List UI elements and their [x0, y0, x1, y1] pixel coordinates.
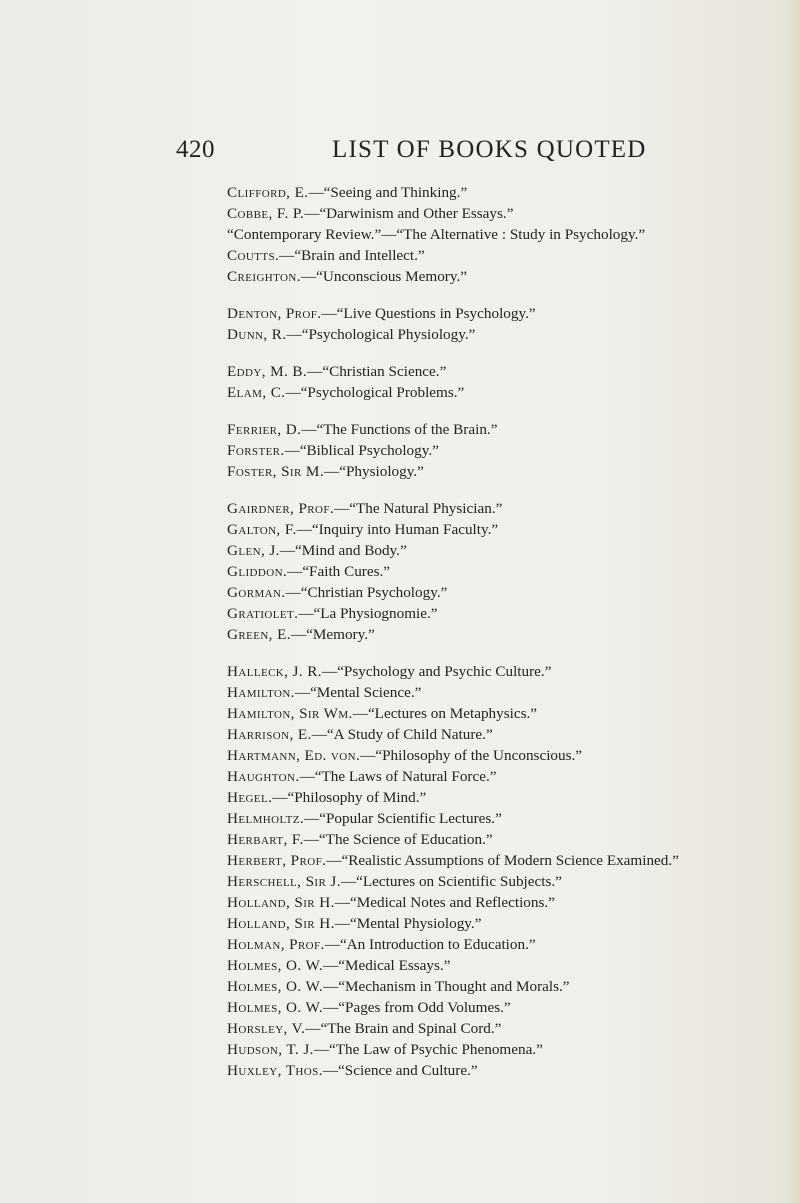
entry-title: —“Philosophy of the Unconscious.” [360, 747, 583, 764]
entry-author: Dunn, R. [227, 326, 287, 343]
bibliography-entry [227, 955, 797, 976]
bibliography-entry [227, 703, 797, 724]
entry-author: Hegel. [227, 789, 273, 806]
bibliography-entry [227, 582, 797, 603]
entry-title: —“Medical Notes and Reflections.” [334, 894, 555, 911]
bibliography-entry [227, 419, 797, 440]
bibliography-entry [227, 324, 797, 345]
bibliography-entry [227, 1060, 797, 1081]
bibliography-entry [227, 808, 797, 829]
entry-title: —“Psychological Problems.” [285, 384, 465, 401]
entry-author: Cobbe, F. P. [227, 205, 305, 222]
entry-author: Holmes, O. W. [227, 999, 324, 1016]
bibliography-entry [227, 766, 797, 787]
entry-title: —“Faith Cures.” [287, 563, 391, 580]
bibliography-entry [227, 976, 797, 997]
entry-author: Gorman. [227, 584, 286, 601]
bibliography-entry [227, 724, 797, 745]
entry-group [227, 661, 797, 1081]
entry-title: —“Mental Science.” [294, 684, 422, 701]
bibliography-entry [227, 624, 797, 645]
entry-title: —“Inquiry into Human Faculty.” [296, 521, 499, 538]
entry-author: Eddy, M. B. [227, 363, 308, 380]
bibliography-entry [227, 787, 797, 808]
entry-title: —“Unconscious Memory.” [300, 268, 467, 285]
bibliography-entry [227, 245, 797, 266]
entry-title: —“Realistic Assumptions of Modern Science Examined.” [326, 852, 679, 869]
bibliography-entry [227, 892, 797, 913]
bibliography-entry [227, 224, 797, 245]
page-header [0, 136, 800, 172]
entry-title: —“Science and Culture.” [322, 1062, 478, 1079]
bibliography-entry [227, 603, 797, 624]
entry-title: —“A Study of Child Nature.” [311, 726, 493, 743]
entry-group [227, 419, 797, 482]
entry-title: —“Mind and Body.” [279, 542, 407, 559]
entry-group [227, 182, 797, 287]
entry-title: —“Seeing and Thinking.” [308, 184, 468, 201]
entry-title: —“Christian Psychology.” [285, 584, 448, 601]
entry-author: Haughton. [227, 768, 300, 785]
entry-group [227, 303, 797, 345]
entry-group [227, 361, 797, 403]
entry-author: Herbert, Prof. [227, 852, 327, 869]
bibliography-entry [227, 682, 797, 703]
entry-author: Gliddon. [227, 563, 288, 580]
entry-author: Holmes, O. W. [227, 978, 324, 995]
entry-author: Green, E. [227, 626, 291, 643]
entry-title: —“An Introduction to Education.” [324, 936, 536, 953]
bibliography-entry [227, 203, 797, 224]
entry-title: —“Mental Physiology.” [334, 915, 482, 932]
bibliography-entry [227, 913, 797, 934]
entry-title: —“Physiology.” [324, 463, 424, 480]
entry-author: Holmes, O. W. [227, 957, 324, 974]
entry-author: Denton, Prof. [227, 305, 322, 322]
bibliography-entry [227, 934, 797, 955]
entry-author: Horsley, V. [227, 1020, 306, 1037]
running-title: LIST OF BOOKS QUOTED [332, 136, 647, 163]
bibliography-entry [227, 382, 797, 403]
entry-author: Hudson, T. J. [227, 1041, 314, 1058]
entry-author: Gratiolet. [227, 605, 299, 622]
page-number: 420 [176, 136, 215, 163]
entry-group [227, 498, 797, 645]
bibliography-entry [227, 745, 797, 766]
entry-title: —“Live Questions in Psychology.” [321, 305, 536, 322]
entry-author: Galton, F. [227, 521, 297, 538]
entry-author: Foster, Sir M. [227, 463, 325, 480]
entry-title: —“The Laws of Natural Force.” [299, 768, 497, 785]
entry-author: Holman, Prof. [227, 936, 325, 953]
entry-title: —“Biblical Psychology.” [284, 442, 439, 459]
entry-author: Creighton. [227, 268, 301, 285]
entry-title: —“Lectures on Metaphysics.” [352, 705, 538, 722]
bibliography-entry [227, 303, 797, 324]
entry-title: —“Darwinism and Other Essays.” [304, 205, 514, 222]
entry-author: Glen, J. [227, 542, 280, 559]
entry-author: Harrison, E. [227, 726, 312, 743]
bibliography-entry [227, 540, 797, 561]
bibliography-entry [227, 561, 797, 582]
entry-author: Hartmann, Ed. von. [227, 747, 361, 764]
entry-author: Herbart, F. [227, 831, 304, 848]
bibliography-entry [227, 182, 797, 203]
bibliography-entry [227, 361, 797, 382]
entry-title: —“Lectures on Scientific Subjects.” [340, 873, 562, 890]
entry-title: —“La Physiognomie.” [298, 605, 438, 622]
entry-title: —“The Law of Psychic Phenomena.” [313, 1041, 543, 1058]
bibliography-entry [227, 871, 797, 892]
bibliography-list [227, 182, 797, 1097]
entry-title: —“Psychological Physiology.” [286, 326, 476, 343]
entry-author: Hamilton. [227, 684, 295, 701]
entry-title: —“Psychology and Psychic Culture.” [321, 663, 552, 680]
entry-author: Forster. [227, 442, 285, 459]
bibliography-entry [227, 661, 797, 682]
bibliography-entry [227, 498, 797, 519]
bibliography-entry [227, 850, 797, 871]
bibliography-entry [227, 519, 797, 540]
bibliography-entry [227, 1039, 797, 1060]
entry-author: Coutts. [227, 247, 280, 264]
entry-title: —“Christian Science.” [307, 363, 447, 380]
entry-title: —“Pages from Odd Volumes.” [323, 999, 511, 1016]
bibliography-entry [227, 1018, 797, 1039]
entry-author: Elam, C. [227, 384, 286, 401]
entry-author: Clifford, E. [227, 184, 309, 201]
entry-author: Holland, Sir H. [227, 915, 335, 932]
entry-title: —“Philosophy of Mind.” [272, 789, 427, 806]
entry-title: —“Mechanism in Thought and Morals.” [323, 978, 570, 995]
entry-author: Halleck, J. R. [227, 663, 322, 680]
entry-author: Hamilton, Sir Wm. [227, 705, 353, 722]
entry-author: Holland, Sir H. [227, 894, 335, 911]
entry-title: “Contemporary Review.”—“The Alternative : Study in Psychology.” [227, 226, 646, 243]
entry-title: —“Popular Scientific Lectures.” [304, 810, 502, 827]
bibliography-entry [227, 829, 797, 850]
entry-title: —“Medical Essays.” [323, 957, 451, 974]
entry-title: —“The Science of Education.” [303, 831, 493, 848]
entry-author: Helmholtz. [227, 810, 305, 827]
entry-author: Gairdner, Prof. [227, 500, 335, 517]
entry-title: —“The Brain and Spinal Cord.” [305, 1020, 502, 1037]
entry-title: —“The Natural Physician.” [334, 500, 503, 517]
bibliography-entry [227, 440, 797, 461]
bibliography-entry [227, 266, 797, 287]
bibliography-entry [227, 997, 797, 1018]
entry-title: —“Memory.” [290, 626, 375, 643]
entry-title: —“Brain and Intellect.” [279, 247, 425, 264]
entry-author: Ferrier, D. [227, 421, 302, 438]
bibliography-entry [227, 461, 797, 482]
entry-title: —“The Functions of the Brain.” [301, 421, 498, 438]
entry-author: Herschell, Sir J. [227, 873, 341, 890]
entry-author: Huxley, Thos. [227, 1062, 323, 1079]
